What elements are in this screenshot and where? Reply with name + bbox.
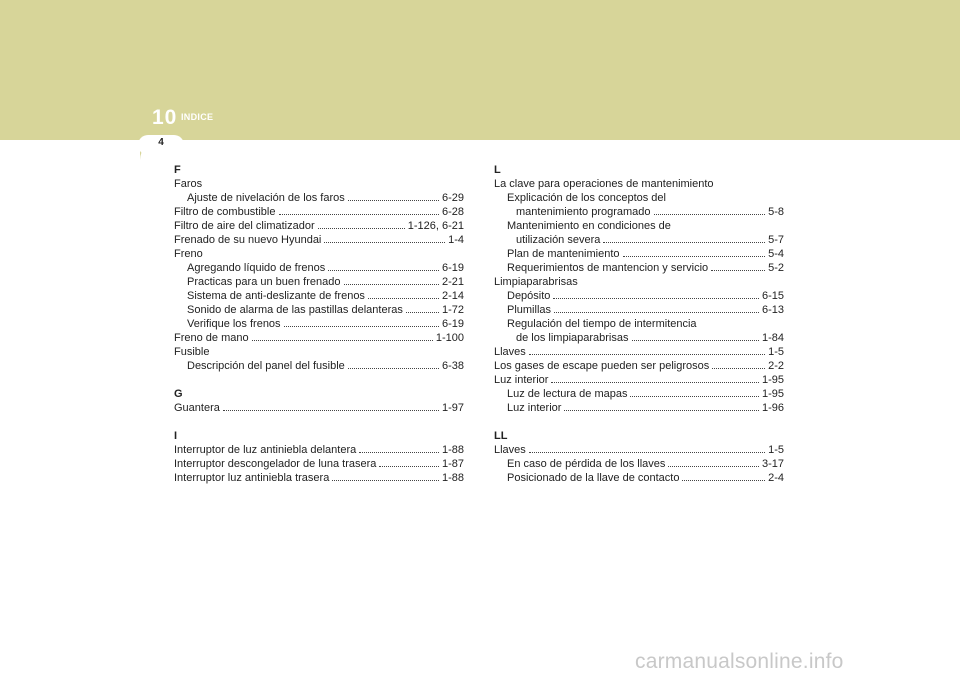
leader-dots xyxy=(368,289,439,299)
entry-text: Sistema de anti-deslizante de frenos xyxy=(187,290,365,302)
entry-page: 1-95 xyxy=(761,374,784,386)
index-entry xyxy=(494,373,784,387)
index-heading xyxy=(494,177,784,191)
entry-text: de los limpiaparabrisas xyxy=(516,332,629,344)
index-entry xyxy=(494,289,784,303)
index-entry xyxy=(494,457,784,471)
entry-page: 1-84 xyxy=(761,332,784,344)
entry-text: Sonido de alarma de las pastillas delanteras xyxy=(187,304,403,316)
leader-dots xyxy=(632,331,759,341)
entry-text: Plan de mantenimiento xyxy=(507,248,620,260)
index-letter: F xyxy=(174,164,181,176)
leader-dots xyxy=(359,443,439,453)
index-letter: L xyxy=(494,164,501,176)
index-entry xyxy=(494,331,784,345)
entry-page: 2-2 xyxy=(768,360,784,372)
index-letter: I xyxy=(174,430,178,442)
index-entry xyxy=(494,443,784,457)
entry-text: Plumillas xyxy=(507,304,552,316)
index-entry xyxy=(494,387,784,401)
index-entry xyxy=(174,457,464,471)
index-entry xyxy=(174,275,464,289)
index-entry xyxy=(174,443,464,457)
index-entry xyxy=(174,359,464,373)
leader-dots xyxy=(284,317,439,327)
leader-dots xyxy=(348,359,439,369)
entry-page: 1-100 xyxy=(435,332,464,344)
entry-text: Explicación de los conceptos del xyxy=(507,192,666,204)
leader-dots xyxy=(344,275,439,285)
index-entry xyxy=(174,261,464,275)
entry-page: 6-29 xyxy=(441,192,464,204)
leader-dots xyxy=(348,191,439,201)
index-entry xyxy=(174,205,464,219)
chapter-title: INDICE xyxy=(181,112,214,122)
entry-page: 6-38 xyxy=(441,360,464,372)
entry-text: Regulación del tiempo de intermitencia xyxy=(507,318,697,330)
entry-text: Agregando líquido de frenos xyxy=(187,262,326,274)
entry-page: 2-21 xyxy=(441,276,464,288)
entry-text: Frenado de su nuevo Hyundai xyxy=(174,234,322,246)
leader-dots xyxy=(603,233,765,243)
leader-dots xyxy=(324,233,445,243)
index-entry xyxy=(494,401,784,415)
entry-text: Luz interior xyxy=(494,374,549,386)
entry-page: 3-17 xyxy=(761,458,784,470)
index-column-right xyxy=(494,163,784,485)
entry-text: Filtro de combustible xyxy=(174,206,276,218)
index-heading xyxy=(174,345,464,359)
entry-page: 1-87 xyxy=(441,458,464,470)
index-entry xyxy=(174,331,464,345)
entry-page: 6-19 xyxy=(441,318,464,330)
index-letter: G xyxy=(174,388,183,400)
leader-dots xyxy=(682,471,765,481)
leader-dots xyxy=(553,289,759,299)
leader-dots xyxy=(654,205,766,215)
entry-page: 1-97 xyxy=(441,402,464,414)
entry-text: Los gases de escape pueden ser peligrosos xyxy=(494,360,710,372)
entry-text: Luz de lectura de mapas xyxy=(507,388,628,400)
entry-text: Luz interior xyxy=(507,402,562,414)
entry-page: 6-19 xyxy=(441,262,464,274)
index-entry xyxy=(494,247,784,261)
leader-dots xyxy=(564,401,759,411)
index-gap xyxy=(174,415,464,429)
leader-dots xyxy=(332,471,439,481)
index-entry xyxy=(174,219,464,233)
index-heading xyxy=(174,177,464,191)
entry-text: mantenimiento programado xyxy=(516,206,651,218)
index-letter: LL xyxy=(494,430,508,442)
leader-dots xyxy=(252,331,433,341)
leader-dots xyxy=(406,303,439,313)
entry-text: Practicas para un buen frenado xyxy=(187,276,341,288)
index-entry xyxy=(494,359,784,373)
chapter-number: 10 xyxy=(152,106,178,129)
entry-text: Depósito xyxy=(507,290,551,302)
index-heading xyxy=(494,317,784,331)
entry-page: 6-13 xyxy=(761,304,784,316)
entry-text: Ajuste de nivelación de los faros xyxy=(187,192,345,204)
entry-text: En caso de pérdida de los llaves xyxy=(507,458,666,470)
leader-dots xyxy=(711,261,765,271)
leader-dots xyxy=(551,373,759,383)
leader-dots xyxy=(529,345,765,355)
entry-text: Llaves xyxy=(494,444,526,456)
entry-page: 5-7 xyxy=(768,234,784,246)
entry-text: Verifique los frenos xyxy=(187,318,281,330)
leader-dots xyxy=(328,261,439,271)
index-entry xyxy=(174,471,464,485)
index-entry xyxy=(494,345,784,359)
index-column-left xyxy=(174,163,464,485)
entry-text: Descripción del panel del fusible xyxy=(187,360,345,372)
leader-dots xyxy=(379,457,439,467)
entry-page: 1-72 xyxy=(441,304,464,316)
page-number: 4 xyxy=(158,137,164,148)
entry-page: 1-88 xyxy=(441,444,464,456)
entry-text: utilización severa xyxy=(516,234,601,246)
leader-dots xyxy=(318,219,405,229)
entry-text: Faros xyxy=(174,178,203,190)
entry-text: La clave para operaciones de mantenimiento xyxy=(494,178,714,190)
entry-text: Filtro de aire del climatizador xyxy=(174,220,315,232)
entry-page: 1-5 xyxy=(768,346,784,358)
index-entry xyxy=(174,303,464,317)
index-entry xyxy=(174,191,464,205)
entry-text: Mantenimiento en condiciones de xyxy=(507,220,671,232)
leader-dots xyxy=(712,359,765,369)
index-entry xyxy=(494,303,784,317)
leader-dots xyxy=(630,387,759,397)
entry-page: 5-4 xyxy=(768,248,784,260)
leader-dots xyxy=(279,205,439,215)
entry-page: 2-4 xyxy=(768,472,784,484)
index-entry xyxy=(174,317,464,331)
index-entry xyxy=(174,401,464,415)
entry-text: Guantera xyxy=(174,402,220,414)
leader-dots xyxy=(529,443,765,453)
index-heading xyxy=(174,247,464,261)
entry-page: 1-4 xyxy=(448,234,464,246)
index-heading xyxy=(494,219,784,233)
leader-dots xyxy=(223,401,439,411)
entry-text: Posicionado de la llave de contacto xyxy=(507,472,680,484)
entry-text: Freno xyxy=(174,248,203,260)
entry-page: 1-5 xyxy=(768,444,784,456)
index-entry xyxy=(494,261,784,275)
entry-text: Interruptor descongelador de luna trasera xyxy=(174,458,377,470)
entry-text: Fusible xyxy=(174,346,210,358)
entry-text: Interruptor de luz antiniebla delantera xyxy=(174,444,357,456)
index-gap xyxy=(174,373,464,387)
watermark: carmanualsonline.info xyxy=(635,650,844,673)
entry-page: 5-8 xyxy=(768,206,784,218)
entry-page: 6-15 xyxy=(761,290,784,302)
leader-dots xyxy=(623,247,766,257)
entry-page: 1-95 xyxy=(761,388,784,400)
entry-page: 2-14 xyxy=(441,290,464,302)
entry-text: Llaves xyxy=(494,346,526,358)
leader-dots xyxy=(554,303,759,313)
index-entry xyxy=(174,289,464,303)
index-entry xyxy=(494,233,784,247)
entry-text: Requerimientos de mantencion y servicio xyxy=(507,262,709,274)
entry-page: 1-126, 6-21 xyxy=(407,220,464,232)
entry-text: Limpiaparabrisas xyxy=(494,276,578,288)
index-heading xyxy=(494,191,784,205)
entry-text: Interruptor luz antiniebla trasera xyxy=(174,472,330,484)
entry-page: 6-28 xyxy=(441,206,464,218)
index-entry xyxy=(174,233,464,247)
leader-dots xyxy=(668,457,759,467)
index-gap xyxy=(494,415,784,429)
index-heading xyxy=(494,275,784,289)
entry-page: 1-96 xyxy=(761,402,784,414)
entry-page: 1-88 xyxy=(441,472,464,484)
index-entry xyxy=(494,205,784,219)
index-entry xyxy=(494,471,784,485)
entry-page: 5-2 xyxy=(768,262,784,274)
entry-text: Freno de mano xyxy=(174,332,249,344)
